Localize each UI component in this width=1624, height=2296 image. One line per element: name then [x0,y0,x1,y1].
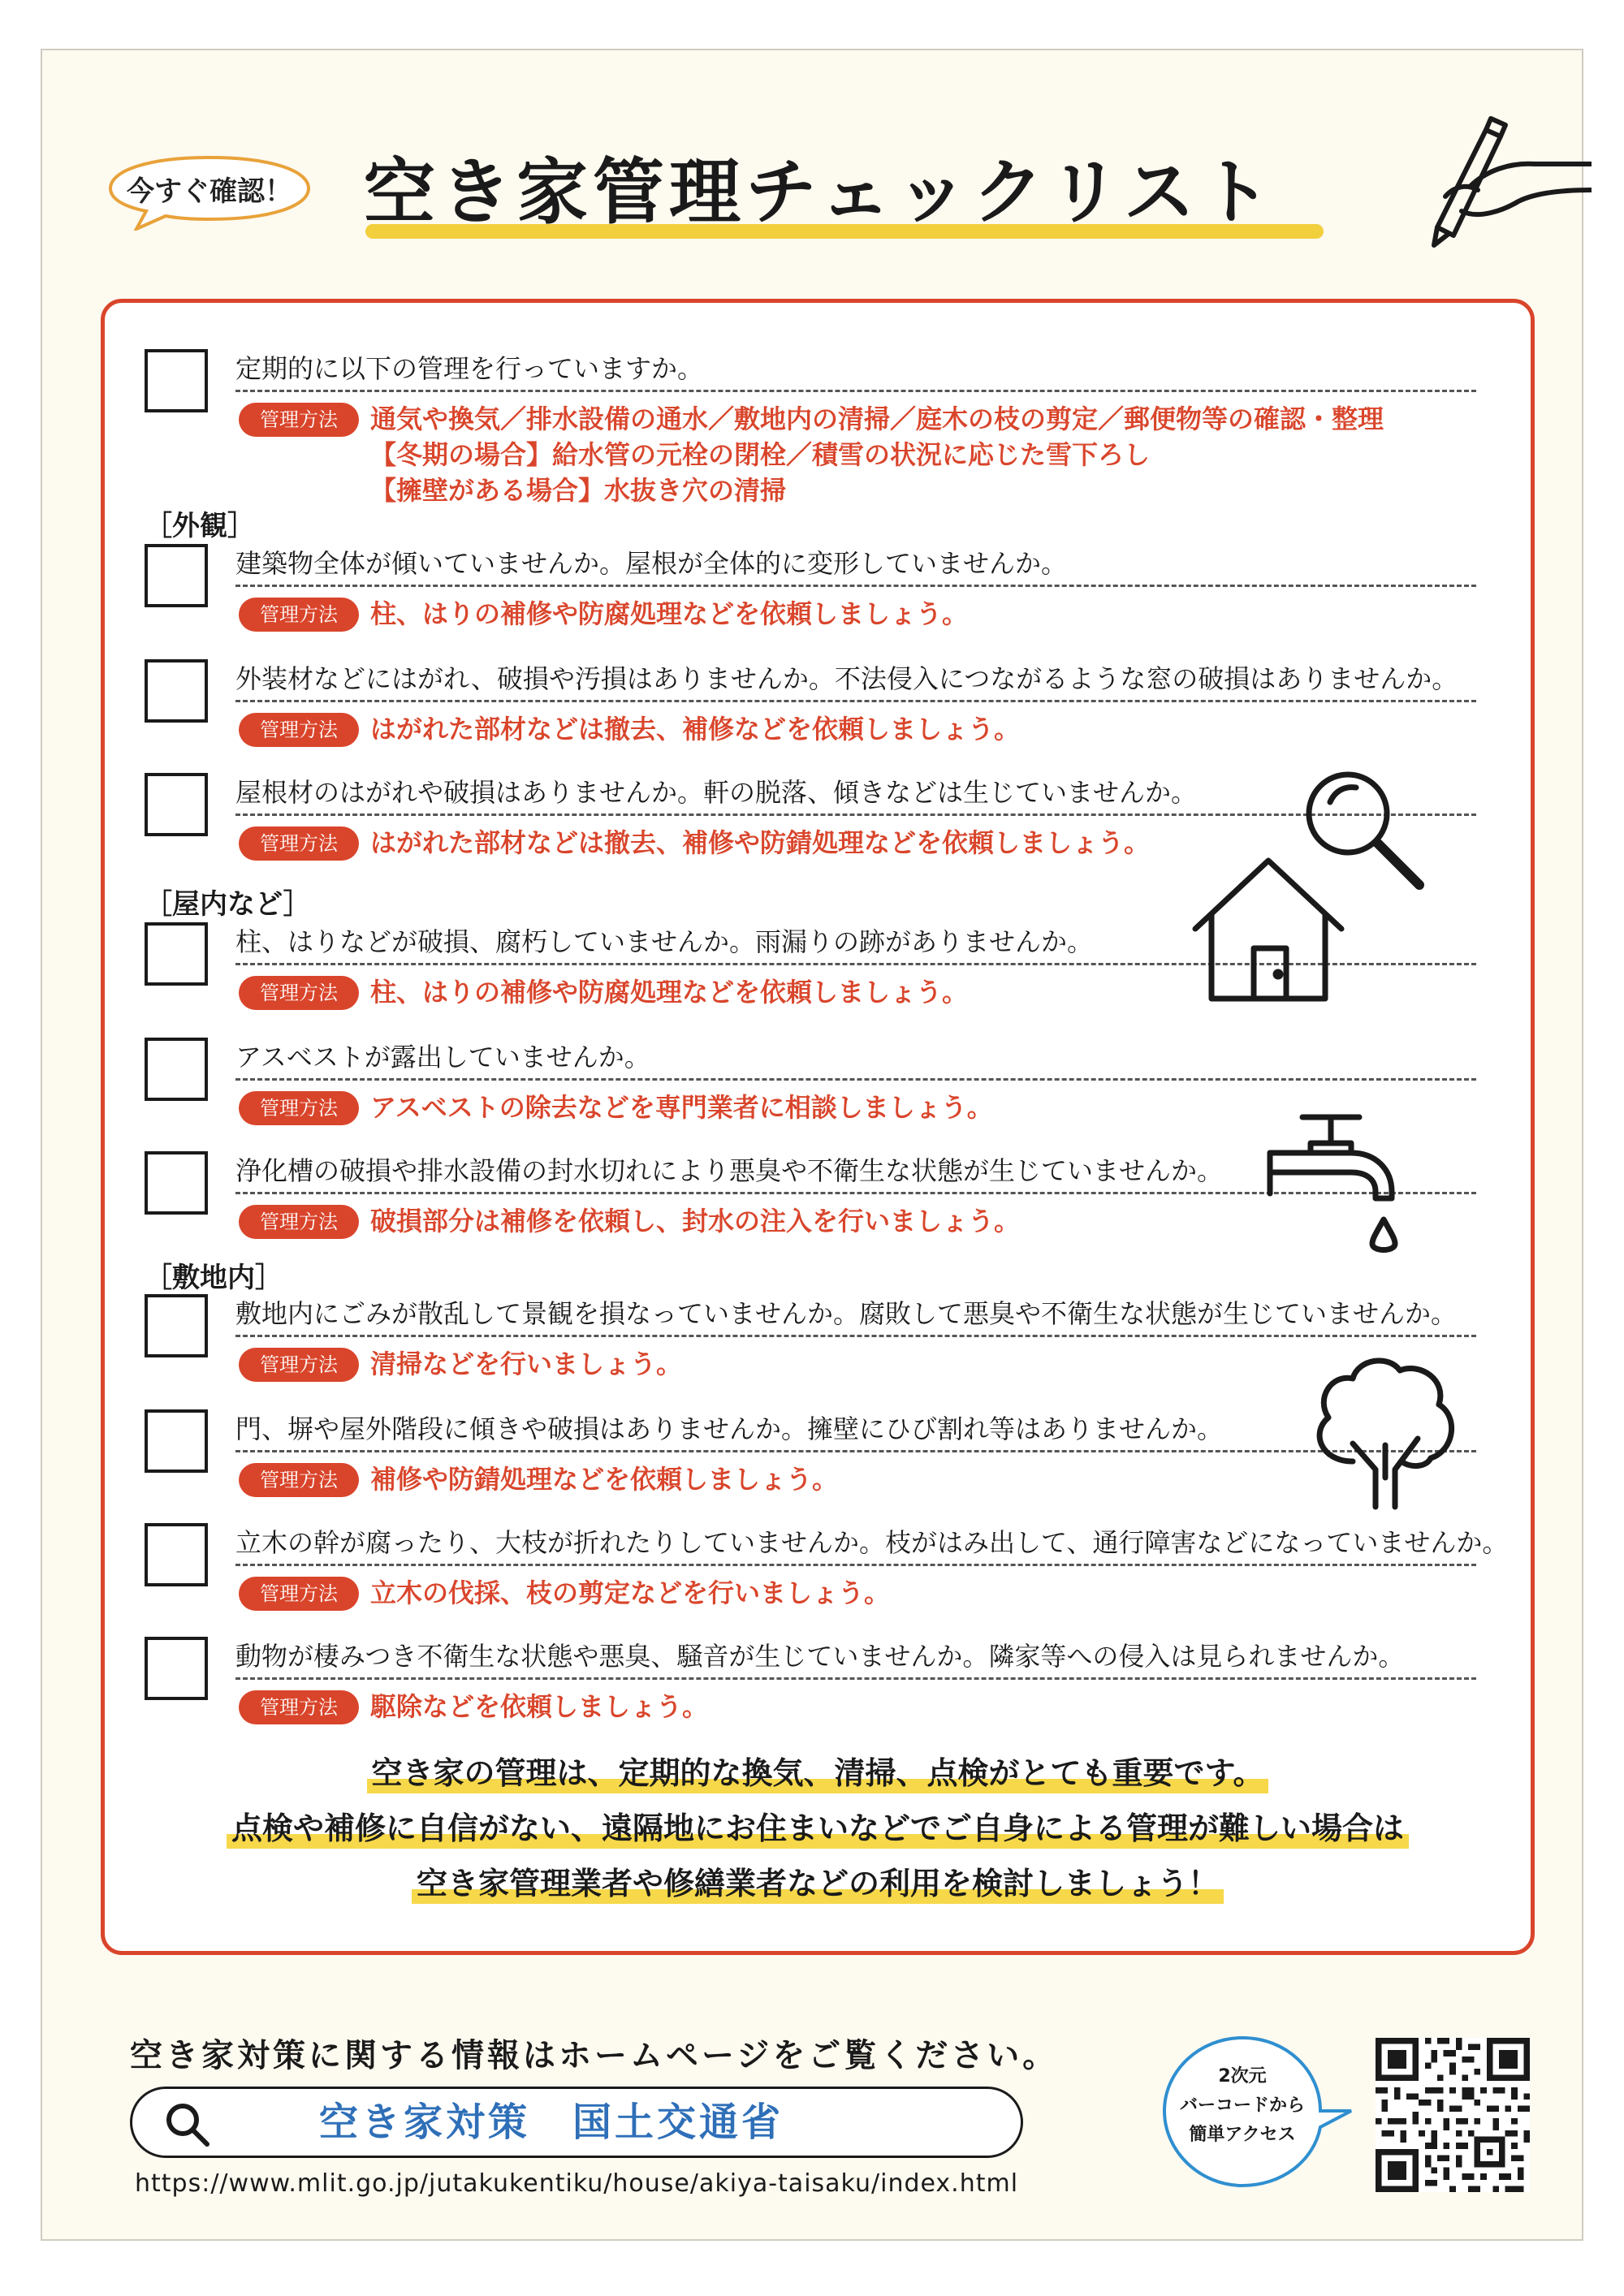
method-text: 駆除などを依頼しましょう。 [370,1691,709,1722]
question-text: 敷地内にごみが散乱して景観を損なっていませんか。腐敗して悪臭や不衛生な状態が生じていませんか。 [235,1298,1458,1329]
search-box[interactable] [130,2087,1023,2158]
checklist-item [145,659,1476,757]
page-title: 空き家管理チェックリスト [364,150,1276,234]
title-bubble [104,153,315,231]
method-text: はがれた部材などは撤去、補修や防錆処理などを依頼しましょう。 [370,827,1151,858]
question-text: 定期的に以下の管理を行っていますか。 [235,353,704,384]
question-text: 門、塀や屋外階段に傾きや破損はありませんか。擁壁にひび割れ等はありませんか。 [235,1413,1224,1444]
section-label-indoor: ［屋内など］ [145,888,311,921]
footer-url[interactable]: https://www.mlit.go.jp/jutakukentiku/house/akiya-taisaku/index.html [135,2169,1019,2198]
checkbox[interactable] [145,349,208,412]
method-text: 破損部分は補修を依頼し、封水の注入を行いましょう。 [370,1206,1021,1236]
method-text: 通気や換気／排水設備の通水／敷地内の清掃／庭木の枝の剪定／郵便物等の確認・整理 [370,404,1384,434]
question-text: 立木の幹が腐ったり、大枝が折れたりしていませんか。枝がはみ出して、通行障害などになっていませんか。 [235,1527,1509,1558]
divider [235,1564,1476,1566]
method-text: 補修や防錆処理などを依頼しましょう。 [370,1464,839,1495]
divider [235,1078,1476,1081]
method-badge: 管理方法 [239,1091,359,1125]
method-badge: 管理方法 [239,713,359,747]
checkbox[interactable] [145,1038,208,1101]
question-text: 動物が棲みつき不衛生な状態や悪臭、騒音が生じていませんか。隣家等への侵入は見られませんか。 [235,1641,1405,1672]
method-badge: 管理方法 [239,1348,359,1382]
checkbox[interactable] [145,773,208,836]
divider [235,1335,1476,1337]
qr-code-icon[interactable] [1376,2038,1530,2192]
qr-bubble-line: バーコードから [1179,2095,1305,2116]
method-text: 清掃などを行いましょう。 [370,1349,683,1379]
search-text: 空き家対策 国土交通省 [319,2100,784,2145]
qr-bubble-line: 簡単アクセス [1189,2125,1296,2145]
checklist-item [145,1523,1509,1621]
method-badge: 管理方法 [239,1463,359,1497]
divider [235,814,1476,816]
question-text: 屋根材のはがれや破損はありませんか。軒の脱落、傾きなどは生じていませんか。 [235,777,1198,808]
checklist-item-regular-management [145,349,1476,506]
method-badge: 管理方法 [239,598,359,632]
method-badge: 管理方法 [239,403,359,437]
qr-bubble-line: 2次元 [1218,2066,1267,2087]
footer-info: 空き家対策に関する情報はホームページをご覧ください。 [130,2037,1059,2074]
divider [235,585,1476,587]
checklist-item [145,1637,1476,1734]
question-text: 建築物全体が傾いていませんか。屋根が全体的に変形していませんか。 [235,548,1068,579]
method-badge: 管理方法 [239,1205,359,1239]
section-label-grounds: ［敷地内］ [145,1262,283,1294]
method-text: はがれた部材などは撤去、補修などを依頼しましょう。 [370,714,1021,744]
question-text: 外装材などにはがれ、破損や汚損はありませんか。不法侵入につながるような窓の破損はありませんか。 [235,663,1458,694]
checkbox[interactable] [145,1637,208,1700]
checklist-item [145,1294,1476,1392]
method-badge: 管理方法 [239,1690,359,1724]
section-label-exterior: ［外観］ [145,510,255,542]
checkbox[interactable] [145,922,208,986]
summary-line: 空き家の管理は、定期的な換気、清掃、点検がとても重要です。 [367,1749,1269,1798]
method-text: アスベストの除去などを専門業者に相談しましょう。 [370,1092,993,1123]
checklist-item [145,544,1476,641]
divider [235,1677,1476,1680]
writing-hand-icon [1389,106,1592,252]
tree-icon [1304,1348,1466,1510]
question-text: 浄化槽の破損や排水設備の封水切れにより悪臭や不衛生な状態が生じていませんか。 [235,1155,1224,1186]
checkbox[interactable] [145,1151,208,1215]
search-icon [163,2100,212,2149]
qr-bubble [1156,2030,1356,2192]
method-text-retaining-wall: 【擁壁がある場合】水抜き穴の清掃 [370,475,787,506]
question-text: 柱、はりなどが破損、腐朽していませんか。雨漏りの跡がありませんか。 [235,926,1094,957]
checklist-item [145,1409,1476,1507]
checkbox[interactable] [145,544,208,607]
method-badge: 管理方法 [239,826,359,861]
checkbox[interactable] [145,1523,208,1586]
divider [235,1450,1476,1452]
method-text: 柱、はりの補修や防腐処理などを依頼しましょう。 [370,977,969,1008]
method-text: 立木の伐採、枝の剪定などを行いましょう。 [370,1577,891,1608]
summary [101,1749,1535,1914]
checkbox[interactable] [145,1294,208,1357]
checkbox[interactable] [145,659,208,723]
divider [235,700,1476,702]
checkbox[interactable] [145,1409,208,1473]
method-badge: 管理方法 [239,976,359,1010]
question-text: アスベストが露出していませんか。 [235,1042,650,1072]
divider [235,390,1476,392]
method-badge: 管理方法 [239,1577,359,1611]
title-bubble-text: 今すぐ確認！ [127,175,292,208]
summary-line: 空き家管理業者や修繕業者などの利用を検討しましょう！ [412,1859,1224,1908]
house-icon [1187,848,1350,1010]
method-text-winter: 【冬期の場合】給水管の元栓の閉栓／積雪の状況に応じた雪下ろし [370,439,1151,470]
faucet-icon [1262,1096,1416,1258]
method-text: 柱、はりの補修や防腐処理などを依頼しましょう。 [370,598,969,629]
summary-line: 点検や補修に自信がない、遠隔地にお住まいなどでご自身による管理が難しい場合は [227,1804,1409,1853]
